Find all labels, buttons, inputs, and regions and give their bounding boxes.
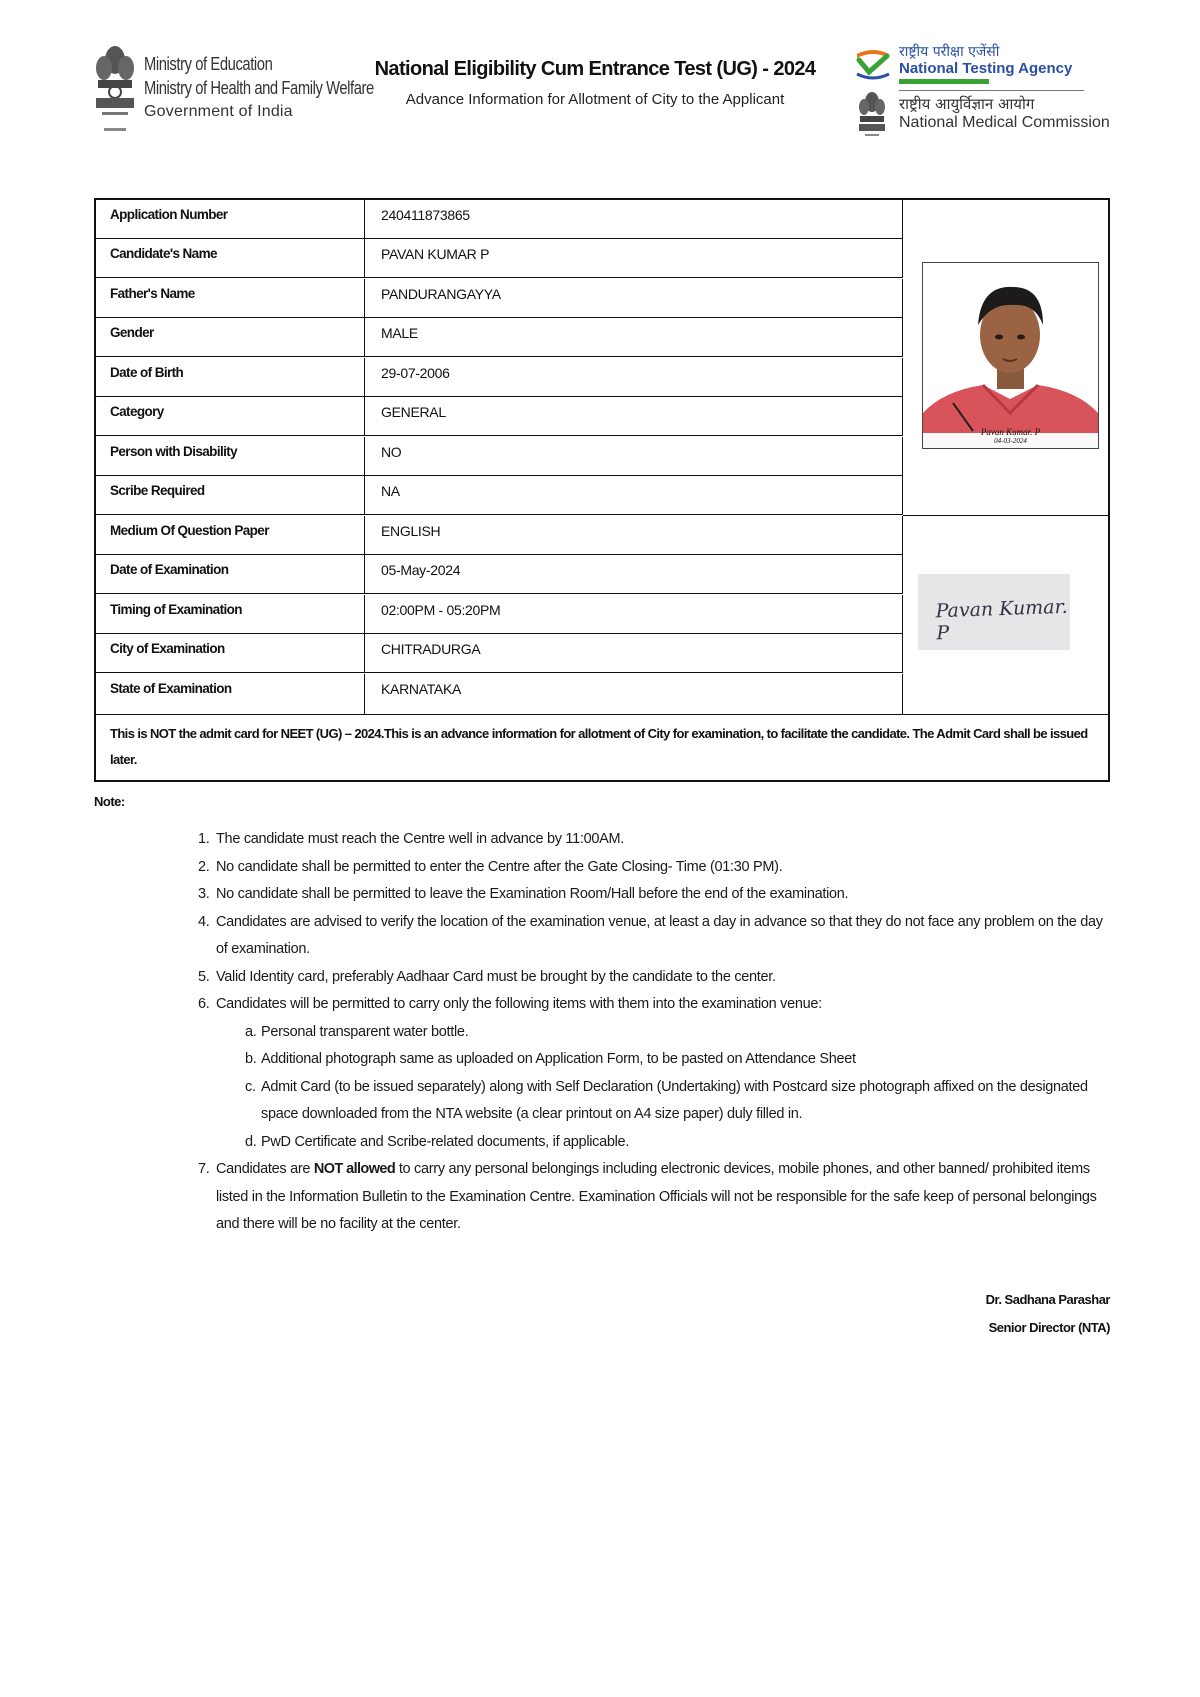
candidate-photo-image <box>923 263 1098 433</box>
detail-row <box>96 516 903 555</box>
note-item <box>198 1156 1108 1239</box>
note-sub-text: Additional photograph same as uploaded on Application Form, to be pasted on Attendance Sheet <box>261 1051 856 1067</box>
detail-row <box>96 634 903 673</box>
detail-value: MALE <box>365 318 903 356</box>
note-item <box>198 826 1108 854</box>
detail-row <box>96 318 903 357</box>
note-number: 3. <box>198 886 210 902</box>
detail-label: Category <box>96 397 365 435</box>
note-item <box>198 909 1108 964</box>
candidate-photo <box>922 262 1099 449</box>
detail-label: Date of Birth <box>96 358 365 396</box>
detail-label: Timing of Examination <box>96 595 365 633</box>
header-divider <box>899 90 1084 91</box>
note-text-lead: Candidates are <box>216 1161 314 1177</box>
detail-label: Application Number <box>96 200 365 238</box>
detail-value: NO <box>365 437 903 475</box>
note-number: 1. <box>198 831 210 847</box>
signature-cell <box>903 516 1108 714</box>
note-text: Candidates are advised to verify the location of the examination venue, at least a day in advance so that they do not face any problem on the day of examination. <box>216 913 1103 957</box>
note-number: 5. <box>198 968 210 985</box>
detail-value: KARNATAKA <box>365 674 903 714</box>
detail-value: 240411873865 <box>365 200 903 238</box>
ministry-header <box>92 42 374 142</box>
detail-value: ENGLISH <box>365 516 903 554</box>
detail-row <box>96 279 903 318</box>
note-sub-number: a. <box>245 1023 257 1040</box>
notes-list <box>198 826 1108 1239</box>
detail-value: NA <box>365 476 903 514</box>
nta-english-name: National Testing Agency <box>899 60 1073 77</box>
detail-label: Person with Disability <box>96 437 365 475</box>
note-text-emphasis: NOT allowed <box>313 1161 396 1177</box>
candidate-signature <box>918 574 1070 650</box>
note-sub-text: Personal transparent water bottle. <box>261 1023 469 1040</box>
signatory-block <box>986 1286 1110 1342</box>
detail-row <box>96 397 903 436</box>
photo-caption-date: 04-03-2024 <box>994 437 1027 445</box>
note-sub-text: Admit Card (to be issued separately) along with Self Declaration (Undertaking) with Postcard size photograph affixed on the designated space downloaded from the NTA website (a clear printout on A4 size paper) duly filled in. <box>261 1078 1088 1122</box>
note-number: 4. <box>198 913 210 930</box>
note-item <box>198 991 1108 1019</box>
nta-tagline-strip <box>899 79 989 84</box>
detail-row <box>96 674 903 714</box>
page-subtitle: Advance Information for Allotment of City to the Applicant <box>405 91 785 108</box>
detail-value: 29-07-2006 <box>365 358 903 396</box>
detail-row <box>96 358 903 397</box>
ministry-education: Ministry of Education <box>144 54 273 74</box>
note-item <box>198 881 1108 909</box>
detail-label: Candidate's Name <box>96 239 365 277</box>
note-text: No candidate shall be permitted to leave the Examination Room/Hall before the end of the examination. <box>216 886 849 902</box>
detail-row <box>96 437 903 476</box>
national-emblem-icon <box>92 42 138 138</box>
note-text: Candidates will be permitted to carry only the following items with them into the examination venue: <box>216 996 822 1012</box>
detail-value: CHITRADURGA <box>365 634 903 672</box>
detail-label: State of Examination <box>96 674 365 714</box>
note-sub-item <box>198 1074 1108 1129</box>
signatory-name: Dr. Sadhana Parashar <box>985 1292 1110 1307</box>
signatory-designation: Senior Director (NTA) <box>988 1320 1110 1335</box>
detail-row <box>96 555 903 594</box>
detail-value: PAVAN KUMAR P <box>365 239 903 277</box>
detail-value: GENERAL <box>365 397 903 435</box>
note-number: 6. <box>198 996 210 1012</box>
detail-value: 05-May-2024 <box>365 555 903 593</box>
document-title-block <box>360 58 830 108</box>
detail-row <box>96 476 903 515</box>
detail-label: Father's Name <box>96 279 365 317</box>
note-number: 2. <box>198 858 210 875</box>
admit-card-notice: This is NOT the admit card for NEET (UG) – 2024.This is an advance information for allotment of City for examination, to facilitate the candidate. The Admit Card shall be issued later. <box>96 714 1108 780</box>
nta-hindi-name: राष्ट्रीय परीक्षा एजेंसी <box>899 44 1000 60</box>
nmc-hindi-name: राष्ट्रीय आयुर्विज्ञान आयोग <box>899 95 1035 113</box>
note-sub-item <box>198 1129 1108 1157</box>
detail-label: Gender <box>96 318 365 356</box>
note-sub-number: c. <box>245 1078 256 1095</box>
nmc-emblem-icon <box>857 90 887 140</box>
note-text-rest: to carry any personal belongings including electronic devices, mobile phones, and other banned/ prohibited items listed in the Information Bulletin to the Examination Centre. Examination Officials will not be responsible for the safe keep of personal belongings and there will be no facility at the center. <box>216 1161 1097 1232</box>
note-item <box>198 854 1108 882</box>
note-text: Valid Identity card, preferably Aadhaar Card must be brought by the candidate to the center. <box>216 968 776 985</box>
detail-row <box>96 200 903 239</box>
note-number: 7. <box>198 1161 210 1177</box>
note-sub-text: PwD Certificate and Scribe-related documents, if applicable. <box>261 1133 630 1150</box>
detail-label: Date of Examination <box>96 555 365 593</box>
detail-row <box>96 239 903 278</box>
ministry-health: Ministry of Health and Family Welfare <box>144 78 374 98</box>
agency-header <box>855 42 1115 142</box>
detail-value: PANDURANGAYYA <box>365 279 903 317</box>
note-sub-item <box>198 1046 1108 1074</box>
candidate-details-table <box>94 198 1110 782</box>
note-sub-number: b. <box>245 1051 257 1067</box>
note-sub-item <box>198 1019 1108 1047</box>
nta-logo-icon <box>855 44 891 80</box>
detail-value: 02:00PM - 05:20PM <box>365 595 903 633</box>
note-text: No candidate shall be permitted to enter the Centre after the Gate Closing- Time (01:30 PM). <box>216 858 783 875</box>
page-title: National Eligibility Cum Entrance Test (UG) - 2024 <box>374 58 816 80</box>
detail-row <box>96 595 903 634</box>
nmc-english-name: National Medical Commission <box>899 114 1110 131</box>
detail-label: Scribe Required <box>96 476 365 514</box>
photo-cell <box>903 200 1108 516</box>
detail-label: City of Examination <box>96 634 365 672</box>
note-item <box>198 964 1108 992</box>
notes-heading: Note: <box>94 794 125 809</box>
note-text: The candidate must reach the Centre well in advance by 11:00AM. <box>216 831 625 847</box>
note-sub-number: d. <box>245 1133 257 1150</box>
photo-caption-name: Pavan Kumar. P <box>980 427 1041 437</box>
signature-text: Pavan Kumar. P <box>935 595 1068 645</box>
government-of-india: Government of India <box>144 103 293 120</box>
detail-label: Medium Of Question Paper <box>96 516 365 554</box>
